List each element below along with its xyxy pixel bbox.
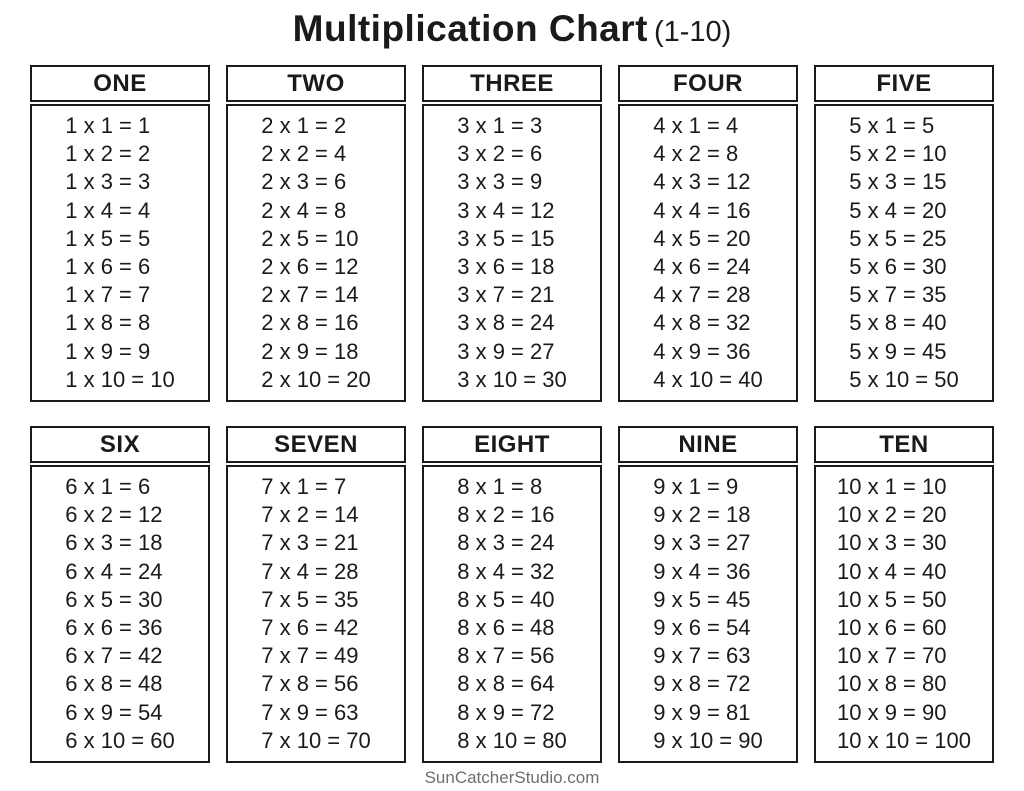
equation-row: 7 x 9 = 63 (261, 699, 359, 725)
equation-row: 9 x 9 = 81 (653, 699, 751, 725)
times-table-header (814, 426, 994, 463)
equation-row: 1 x 5 = 5 (65, 225, 151, 251)
equation-row: 3 x 4 = 12 (457, 197, 555, 223)
equation-row: 7 x 6 = 42 (261, 615, 359, 641)
equation-row: 5 x 7 = 35 (849, 282, 947, 308)
equation-row: 10 x 1 = 10 (837, 474, 947, 499)
equation-row: 1 x 7 = 7 (65, 282, 151, 308)
equation-row: 3 x 1 = 3 (457, 113, 543, 138)
times-table-card (814, 65, 994, 402)
equation-list (261, 473, 370, 755)
equation-row: 10 x 3 = 30 (837, 530, 947, 556)
equation-row: 5 x 6 = 30 (849, 254, 947, 280)
equation-list (457, 112, 566, 394)
page-title (0, 6, 1024, 55)
equation-row: 4 x 4 = 16 (653, 197, 751, 223)
equation-row: 3 x 7 = 21 (457, 282, 555, 308)
equation-row: 6 x 1 = 6 (65, 474, 151, 499)
times-table-header (618, 426, 798, 463)
times-table-header (814, 65, 994, 102)
times-table-body (30, 104, 210, 402)
equation-row: 9 x 5 = 45 (653, 586, 751, 612)
equation-row: 9 x 8 = 72 (653, 671, 751, 697)
equation-row: 10 x 2 = 20 (837, 502, 947, 528)
equation-row: 10 x 10 = 100 (837, 727, 971, 753)
equation-row: 1 x 4 = 4 (65, 197, 151, 223)
equation-row: 2 x 4 = 8 (261, 197, 347, 223)
equation-row: 8 x 4 = 32 (457, 558, 555, 584)
equation-list (837, 473, 971, 755)
equation-row: 1 x 8 = 8 (65, 310, 151, 336)
times-table-card (226, 65, 406, 402)
equation-row: 6 x 3 = 18 (65, 530, 163, 556)
equation-row: 4 x 9 = 36 (653, 338, 751, 364)
equation-row: 2 x 7 = 14 (261, 282, 359, 308)
equation-row: 5 x 3 = 15 (849, 169, 947, 195)
equation-row: 7 x 10 = 70 (261, 727, 371, 753)
times-table-body (30, 465, 210, 763)
times-table-card (30, 65, 210, 402)
times-table-card (422, 65, 602, 402)
equation-row: 2 x 9 = 18 (261, 338, 359, 364)
times-table-title: SEVEN (274, 431, 358, 458)
equation-row: 8 x 3 = 24 (457, 530, 555, 556)
equation-row: 8 x 10 = 80 (457, 727, 567, 753)
equation-row: 1 x 9 = 9 (65, 338, 151, 364)
equation-row: 8 x 6 = 48 (457, 615, 555, 641)
times-table-title: THREE (470, 70, 554, 97)
equation-row: 4 x 5 = 20 (653, 225, 751, 251)
times-table-card (618, 65, 798, 402)
equation-row: 3 x 3 = 9 (457, 169, 543, 195)
equation-row: 8 x 1 = 8 (457, 474, 543, 499)
times-table-header (422, 426, 602, 463)
equation-row: 7 x 3 = 21 (261, 530, 359, 556)
times-table-header (226, 65, 406, 102)
equation-row: 6 x 4 = 24 (65, 558, 163, 584)
equation-list (457, 473, 566, 755)
equation-row: 3 x 5 = 15 (457, 225, 555, 251)
equation-row: 5 x 4 = 20 (849, 197, 947, 223)
equation-row: 6 x 5 = 30 (65, 586, 163, 612)
equation-row: 4 x 1 = 4 (653, 113, 739, 138)
equation-row: 3 x 8 = 24 (457, 310, 555, 336)
equation-row: 8 x 7 = 56 (457, 643, 555, 669)
times-table-card (30, 426, 210, 763)
equation-row: 10 x 9 = 90 (837, 699, 947, 725)
equation-row: 10 x 7 = 70 (837, 643, 947, 669)
times-table-header (30, 426, 210, 463)
equation-row: 8 x 2 = 16 (457, 502, 555, 528)
equation-row: 1 x 1 = 1 (65, 113, 151, 138)
times-table-card (618, 426, 798, 763)
equation-row: 7 x 7 = 49 (261, 643, 359, 669)
equation-row: 2 x 1 = 2 (261, 113, 347, 138)
equation-row: 6 x 7 = 42 (65, 643, 163, 669)
equation-row: 5 x 2 = 10 (849, 141, 947, 167)
equation-row: 8 x 9 = 72 (457, 699, 555, 725)
times-table-body (422, 104, 602, 402)
times-table-title: FOUR (673, 70, 743, 97)
equation-row: 10 x 6 = 60 (837, 615, 947, 641)
equation-row: 3 x 2 = 6 (457, 141, 543, 167)
equation-row: 4 x 7 = 28 (653, 282, 751, 308)
equation-row: 6 x 8 = 48 (65, 671, 163, 697)
equation-row: 2 x 10 = 20 (261, 366, 371, 392)
times-table-title: TEN (879, 431, 929, 458)
times-table-card (814, 426, 994, 763)
equation-row: 7 x 1 = 7 (261, 474, 347, 499)
equation-row: 8 x 5 = 40 (457, 586, 555, 612)
equation-list (65, 112, 174, 394)
equation-row: 4 x 8 = 32 (653, 310, 751, 336)
equation-row: 7 x 4 = 28 (261, 558, 359, 584)
equation-row: 7 x 5 = 35 (261, 586, 359, 612)
equation-row: 4 x 2 = 8 (653, 141, 739, 167)
times-table-body (618, 465, 798, 763)
equation-row: 10 x 5 = 50 (837, 586, 947, 612)
equation-row: 2 x 3 = 6 (261, 169, 347, 195)
page-title-range: (1-10) (653, 16, 732, 48)
equation-row: 2 x 8 = 16 (261, 310, 359, 336)
times-table-body (814, 465, 994, 763)
equation-row: 5 x 8 = 40 (849, 310, 947, 336)
equation-row: 9 x 7 = 63 (653, 643, 751, 669)
times-table-body (814, 104, 994, 402)
equation-row: 6 x 10 = 60 (65, 727, 175, 753)
equation-list (653, 112, 762, 394)
times-table-header (618, 65, 798, 102)
equation-row: 5 x 1 = 5 (849, 113, 935, 138)
times-table-title: TWO (287, 70, 345, 97)
equation-row: 9 x 6 = 54 (653, 615, 751, 641)
times-table-title: EIGHT (474, 431, 550, 458)
equation-row: 3 x 9 = 27 (457, 338, 555, 364)
times-table-body (422, 465, 602, 763)
equation-row: 4 x 3 = 12 (653, 169, 751, 195)
equation-list (849, 112, 958, 394)
equation-row: 9 x 4 = 36 (653, 558, 751, 584)
footer-credit: SunCatcherStudio.com (424, 768, 600, 787)
equation-list (261, 112, 370, 394)
times-table-title: NINE (678, 431, 738, 458)
equation-row: 2 x 2 = 4 (261, 141, 347, 167)
equation-row: 7 x 2 = 14 (261, 502, 359, 528)
equation-row: 8 x 8 = 64 (457, 671, 555, 697)
times-table-card (422, 426, 602, 763)
equation-row: 5 x 5 = 25 (849, 225, 947, 251)
equation-row: 10 x 4 = 40 (837, 558, 947, 584)
times-table-body (618, 104, 798, 402)
times-table-card (226, 426, 406, 763)
times-table-header (422, 65, 602, 102)
times-table-title: FIVE (876, 70, 932, 97)
equation-row: 4 x 6 = 24 (653, 254, 751, 280)
equation-row: 9 x 10 = 90 (653, 727, 763, 753)
equation-row: 10 x 8 = 80 (837, 671, 947, 697)
equation-row: 9 x 1 = 9 (653, 474, 739, 499)
equation-row: 9 x 2 = 18 (653, 502, 751, 528)
page-title-main: Multiplication Chart (292, 8, 648, 49)
equation-row: 9 x 3 = 27 (653, 530, 751, 556)
times-table-body (226, 465, 406, 763)
equation-row: 2 x 6 = 12 (261, 254, 359, 280)
tables-grid (0, 65, 1024, 763)
equation-row: 6 x 2 = 12 (65, 502, 163, 528)
equation-row: 3 x 10 = 30 (457, 366, 567, 392)
equation-row: 6 x 6 = 36 (65, 615, 163, 641)
times-table-body (226, 104, 406, 402)
equation-row: 1 x 6 = 6 (65, 254, 151, 280)
equation-list (653, 473, 762, 755)
equation-row: 1 x 10 = 10 (65, 366, 175, 392)
times-table-title: ONE (93, 70, 147, 97)
equation-row: 7 x 8 = 56 (261, 671, 359, 697)
times-table-title: SIX (99, 431, 141, 458)
equation-row: 1 x 3 = 3 (65, 169, 151, 195)
equation-row: 1 x 2 = 2 (65, 141, 151, 167)
equation-row: 6 x 9 = 54 (65, 699, 163, 725)
equation-row: 5 x 10 = 50 (849, 366, 959, 392)
equation-row: 4 x 10 = 40 (653, 366, 763, 392)
times-table-header (30, 65, 210, 102)
equation-row: 5 x 9 = 45 (849, 338, 947, 364)
equation-row: 3 x 6 = 18 (457, 254, 555, 280)
equation-row: 2 x 5 = 10 (261, 225, 359, 251)
equation-list (65, 473, 174, 755)
times-table-header (226, 426, 406, 463)
